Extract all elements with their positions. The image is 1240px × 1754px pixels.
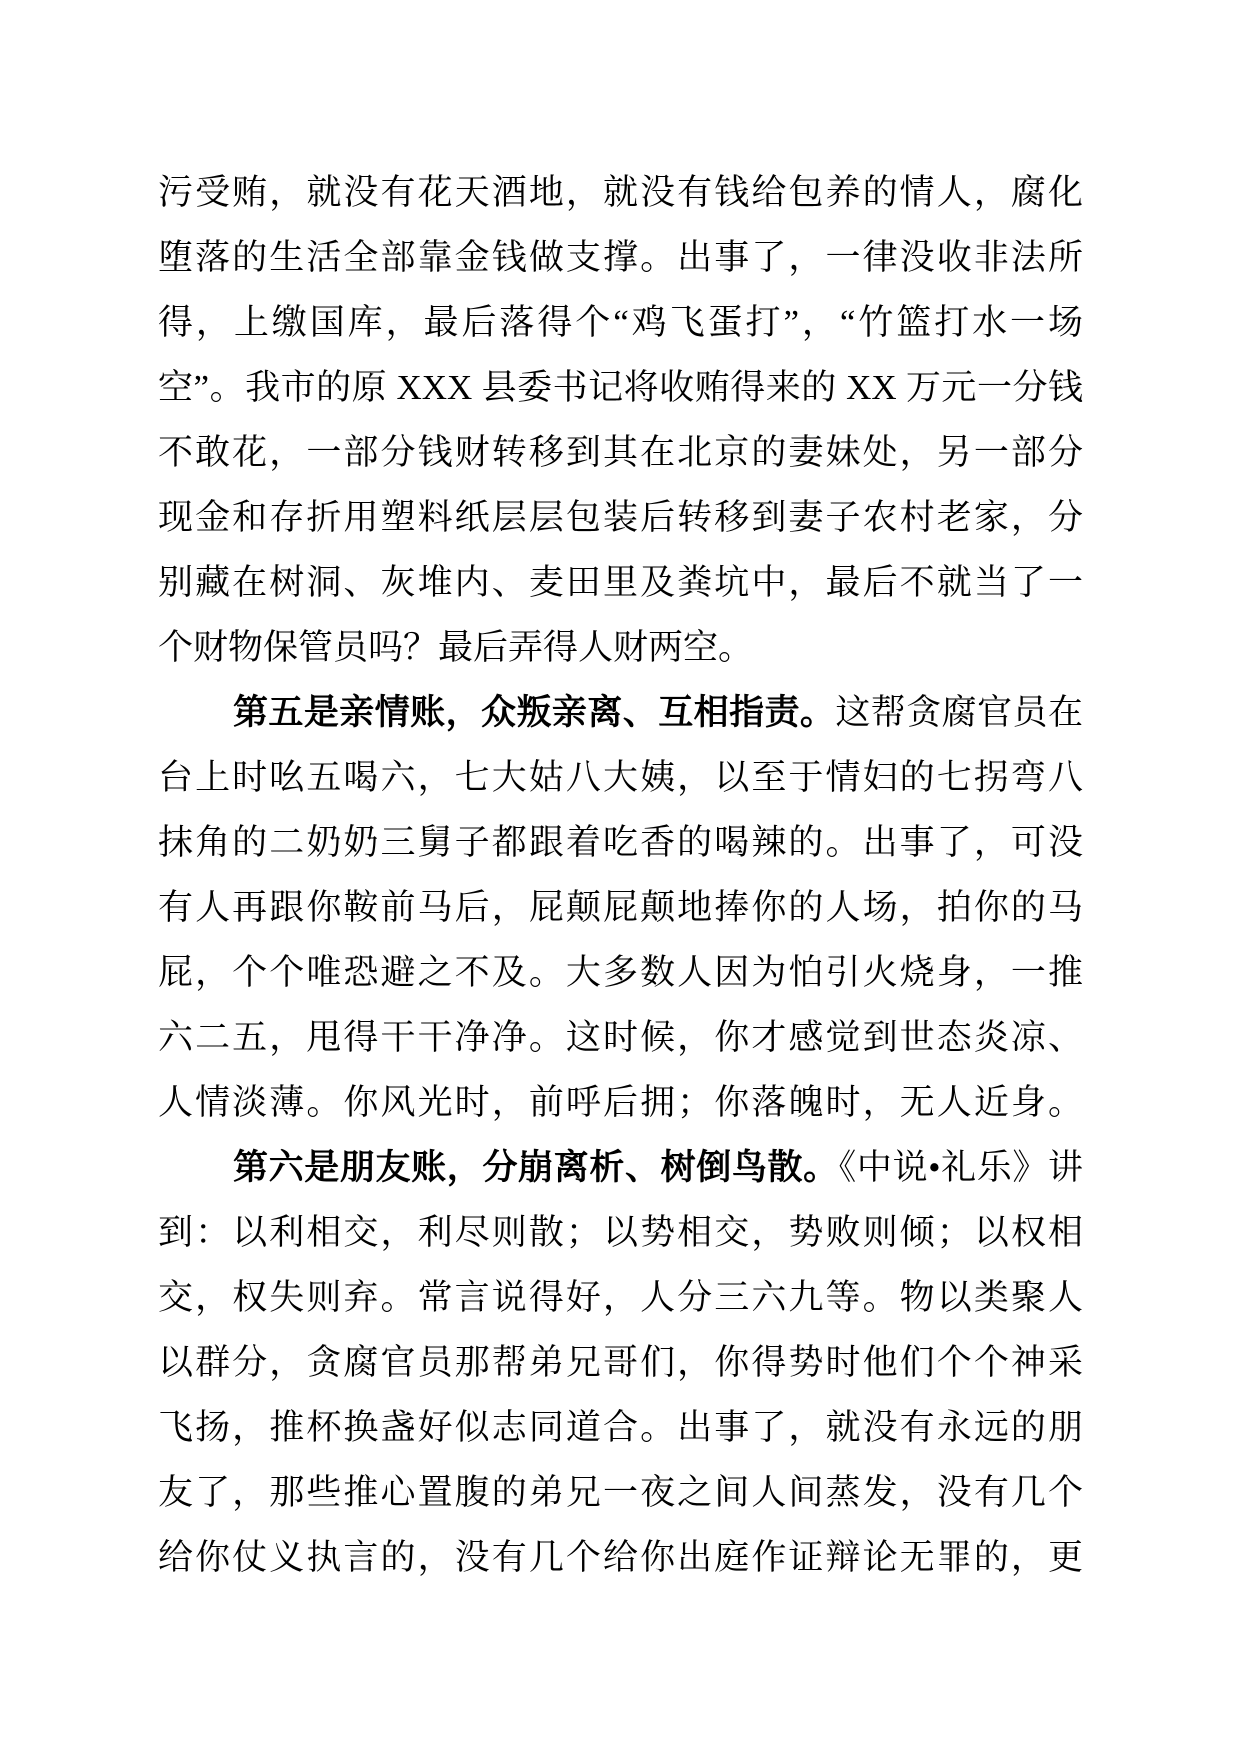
text-line (158, 225, 1083, 290)
text-line (158, 485, 1083, 550)
text-line (158, 355, 1083, 420)
text-line (158, 1460, 1083, 1525)
regular-text: 不敢花，一部分钱财转移到其在北京的妻妹处，另一部分 (158, 433, 1083, 472)
regular-text: 得，上缴国库，最后落得个“鸡飞蛋打”，“竹篮打水一场 (158, 303, 1083, 342)
regular-text: 友了，那些推心置腹的弟兄一夜之间人间蒸发，没有几个 (158, 1473, 1083, 1512)
text-line (158, 420, 1083, 485)
text-line (158, 745, 1083, 810)
text-line (158, 1005, 1083, 1070)
regular-text: 飞扬，推杯换盏好似志同道合。出事了，就没有永远的朋 (158, 1408, 1083, 1447)
regular-text: 到：以利相交，利尽则散；以势相交，势败则倾；以权相 (158, 1213, 1083, 1252)
regular-text: 个财物保管员吗？最后弄得人财两空。 (158, 628, 754, 667)
bold-sentence-text: 第五是亲情账，众叛亲离、互相指责。 (233, 693, 836, 732)
paragraph-sixth-account (158, 1135, 1083, 1590)
text-line (158, 940, 1083, 1005)
text-line (158, 290, 1083, 355)
text-line (158, 875, 1083, 940)
text-line (158, 810, 1083, 875)
regular-text: 给你仗义执言的，没有几个给你出庭作证辩论无罪的，更 (158, 1538, 1083, 1577)
regular-text: 这帮贪腐官员在 (835, 693, 1083, 732)
regular-text: 污受贿，就没有花天酒地，就没有钱给包养的情人，腐化 (158, 173, 1083, 212)
text-line (158, 1525, 1083, 1590)
regular-text: 空”。我市的原 XXX 县委书记将收贿得来的 XX 万元一分钱 (158, 368, 1083, 407)
text-line (158, 1265, 1083, 1330)
text-line (158, 1200, 1083, 1265)
text-line (158, 1330, 1083, 1395)
paragraph-continuation (158, 160, 1083, 680)
paragraph-fifth-account (158, 680, 1083, 1135)
text-line (158, 160, 1083, 225)
regular-text: 别藏在树洞、灰堆内、麦田里及粪坑中，最后不就当了一 (158, 563, 1083, 602)
document-body (158, 160, 1083, 1590)
regular-text: 堕落的生活全部靠金钱做支撑。出事了，一律没收非法所 (158, 238, 1083, 277)
bold-sentence-text: 第六是朋友账，分崩离析、树倒鸟散。 (233, 1148, 839, 1187)
regular-text: 抹角的二奶奶三舅子都跟着吃香的喝辣的。出事了，可没 (158, 823, 1083, 862)
regular-text: 有人再跟你鞍前马后，屁颠屁颠地捧你的人场，拍你的马 (158, 888, 1083, 927)
text-line (158, 1070, 1083, 1135)
text-line (158, 550, 1083, 615)
regular-text: 台上时吆五喝六，七大姑八大姨，以至于情妇的七拐弯八 (158, 758, 1083, 797)
regular-text: 现金和存折用塑料纸层层包装后转移到妻子农村老家，分 (158, 498, 1083, 537)
regular-text: 以群分，贪腐官员那帮弟兄哥们，你得势时他们个个神采 (158, 1343, 1083, 1382)
regular-text: 屁，个个唯恐避之不及。大多数人因为怕引火烧身，一推 (158, 953, 1083, 992)
regular-text: 《中说•礼乐》讲 (838, 1148, 1083, 1187)
text-line (158, 680, 1083, 745)
regular-text: 交，权失则弃。常言说得好，人分三六九等。物以类聚人 (158, 1278, 1083, 1317)
regular-text: 人情淡薄。你风光时，前呼后拥；你落魄时，无人近身。 (158, 1083, 1083, 1122)
regular-text: 六二五，甩得干干净净。这时候，你才感觉到世态炎凉、 (158, 1018, 1083, 1057)
text-line (158, 1395, 1083, 1460)
text-line (158, 615, 1083, 680)
text-line (158, 1135, 1083, 1200)
